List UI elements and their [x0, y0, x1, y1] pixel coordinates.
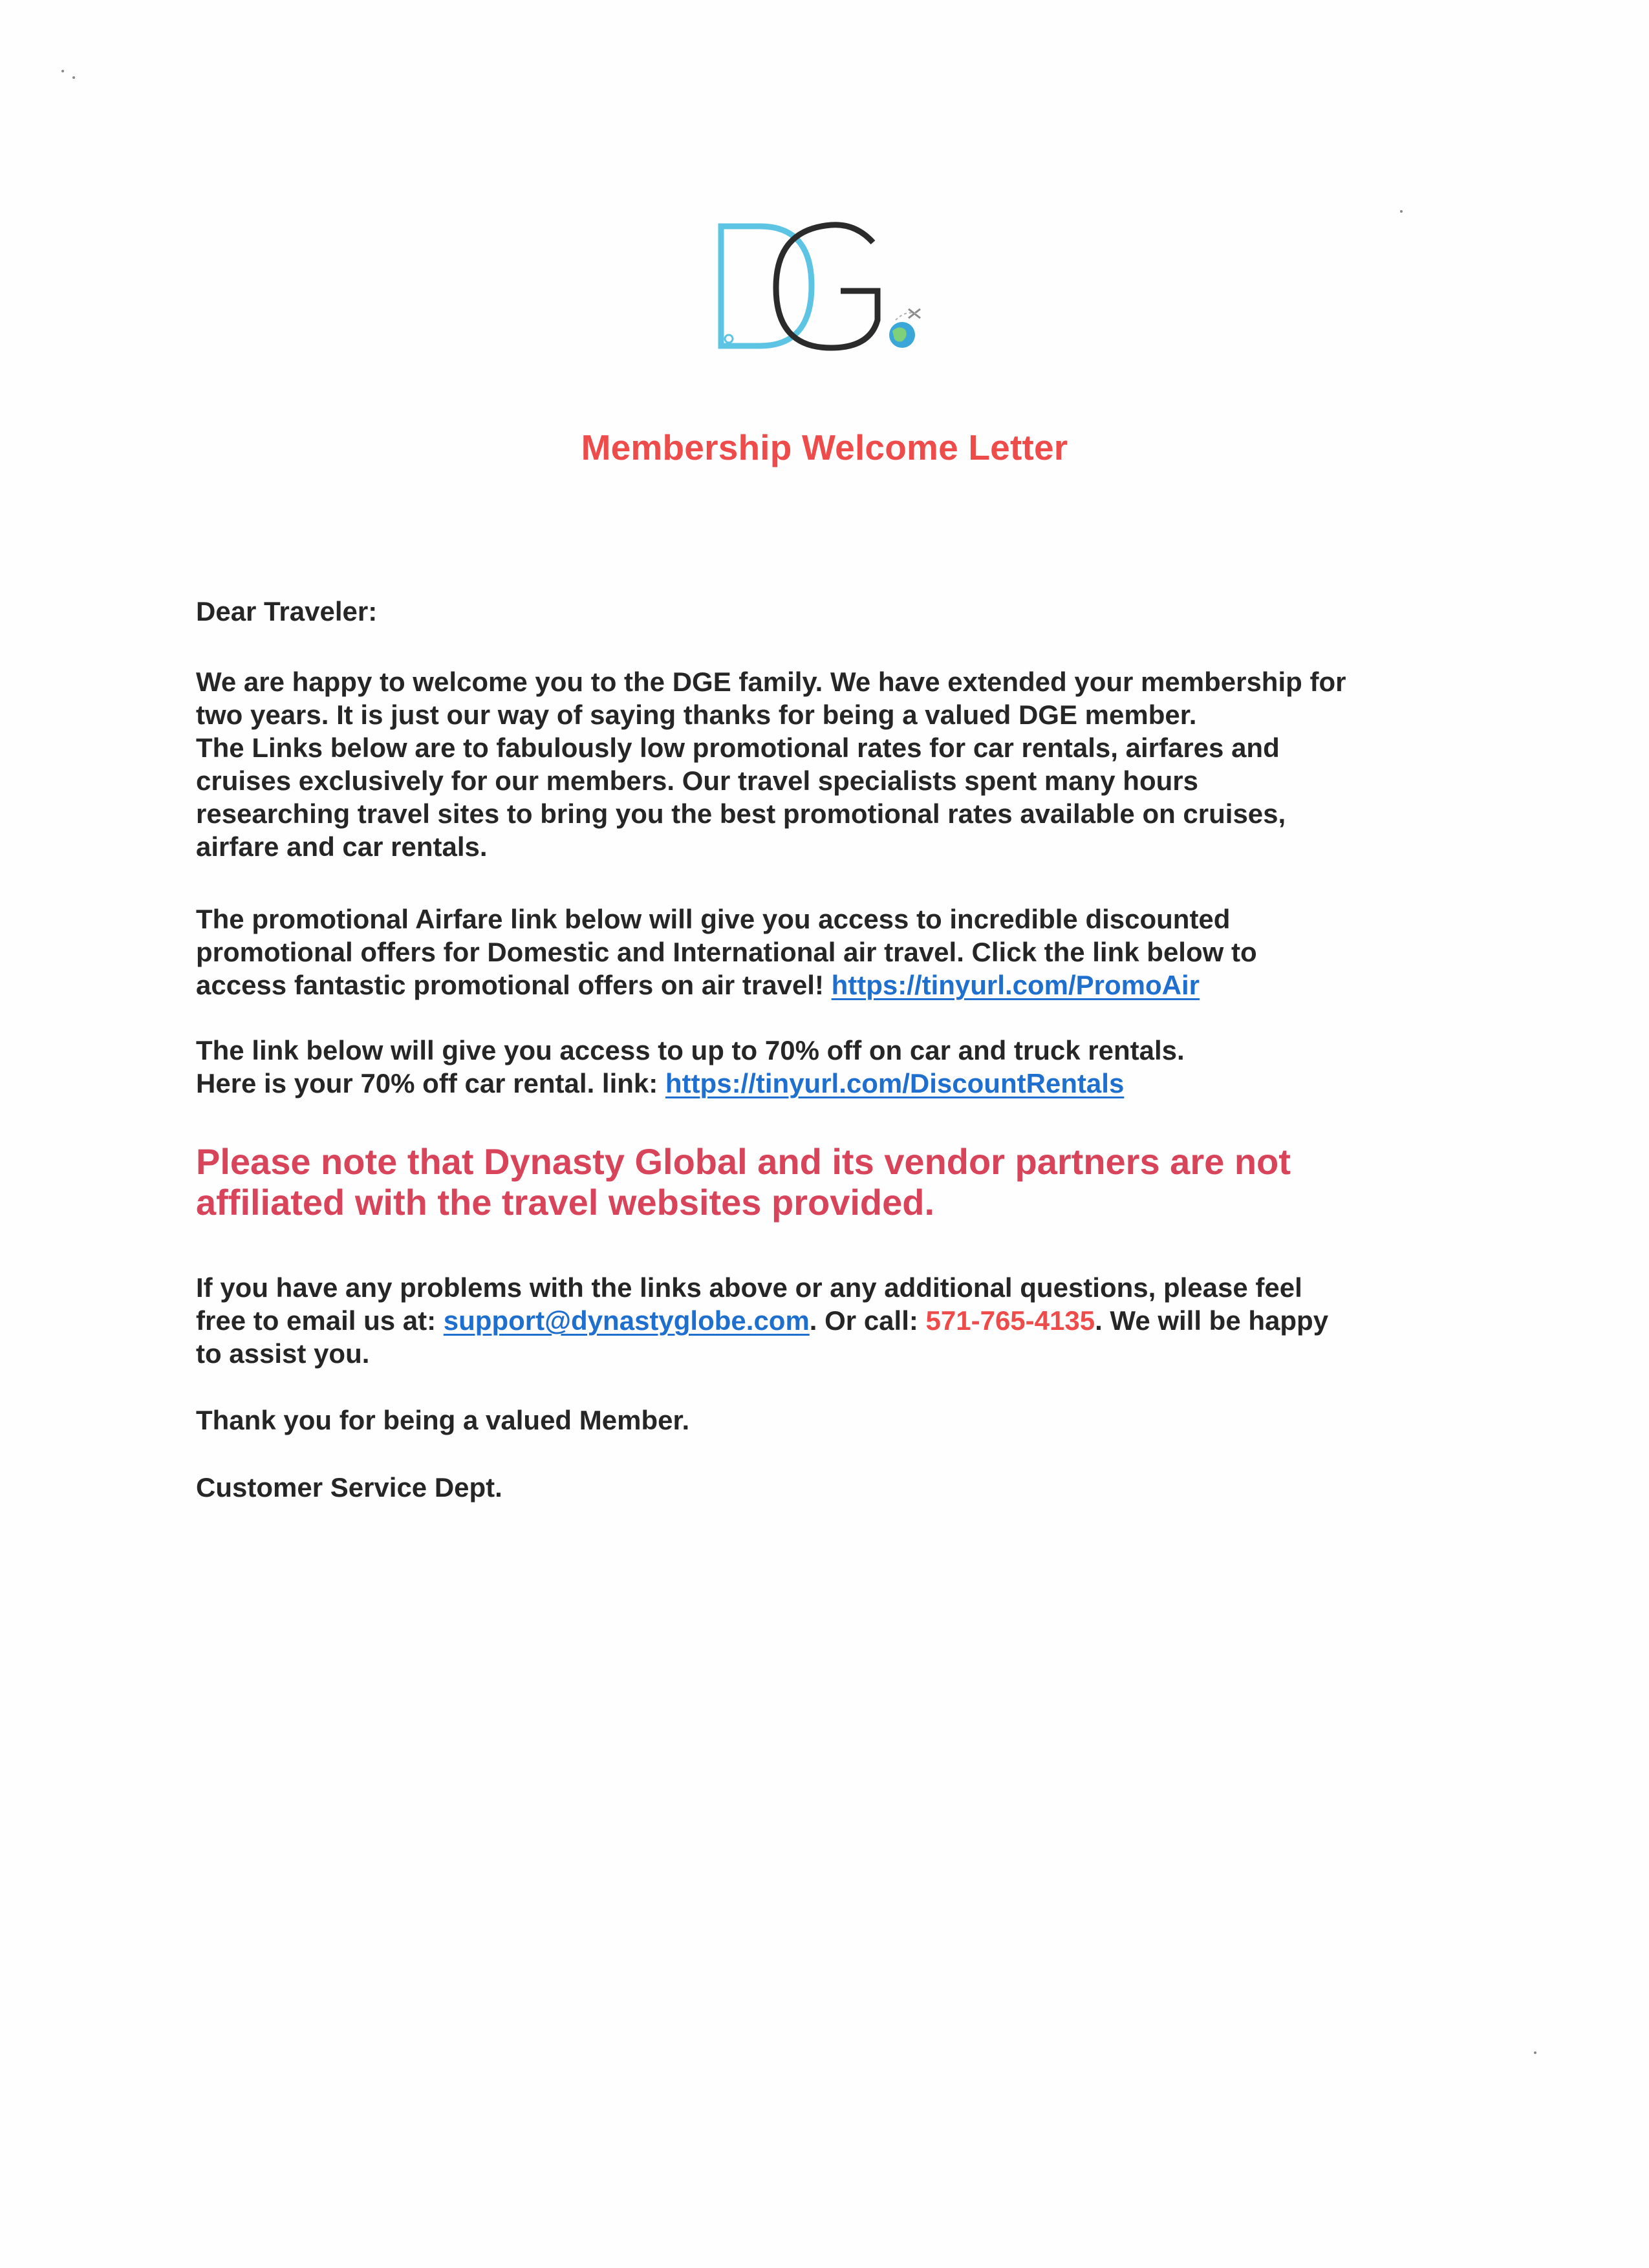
dg-logo	[715, 213, 934, 362]
scan-speck	[61, 70, 64, 72]
paragraph-line: researching travel sites to bring you the best promotional rates available on cruises,	[196, 798, 1286, 829]
paragraph-line: promotional offers for Domestic and International air travel. Click the link below to	[196, 937, 1257, 967]
paragraph-line: The Links below are to fabulously low promotional rates for car rentals, airfares and	[196, 733, 1280, 763]
paragraph-line: to assist you.	[196, 1338, 370, 1369]
paragraph-line: two years. It is just our way of saying thanks for being a valued DGE member.	[196, 700, 1197, 730]
paragraph-line: If you have any problems with the links above or any additional questions, please feel	[196, 1272, 1302, 1303]
car-rental-paragraph	[196, 1034, 1489, 1100]
paragraph-line: The link below will give you access to up to 70% off on car and truck rentals.	[196, 1035, 1185, 1065]
paragraph-line: The promotional Airfare link below will give you access to incredible discounted	[196, 904, 1231, 934]
letter-title: Membership Welcome Letter	[581, 427, 1068, 467]
car-rental-lead-text: Here is your 70% off car rental. link:	[196, 1068, 665, 1098]
notice-line: affiliated with the travel websites provided.	[196, 1182, 935, 1223]
support-email-link[interactable]: support@dynastyglobe.com	[443, 1305, 810, 1336]
phone-number: 571-765-4135	[925, 1305, 1095, 1336]
scan-speck	[1534, 2051, 1536, 2054]
paragraph-line: We are happy to welcome you to the DGE family. We have extended your membership for	[196, 667, 1346, 697]
welcome-paragraph	[196, 665, 1489, 863]
promo-air-link[interactable]: https://tinyurl.com/PromoAir	[831, 970, 1200, 1000]
paragraph-line	[196, 1067, 1489, 1100]
scan-speck	[72, 76, 75, 79]
email-lead-text: free to email us at:	[196, 1305, 444, 1336]
paragraph-line	[196, 1304, 1489, 1337]
salutation: Dear Traveler:	[196, 596, 378, 626]
airfare-paragraph	[196, 903, 1489, 1001]
call-lead-text: . Or call:	[809, 1305, 926, 1336]
affiliation-notice	[196, 1141, 1489, 1223]
paragraph-line: cruises exclusively for our members. Our travel specialists spent many hours	[196, 765, 1198, 796]
paragraph-line	[196, 968, 1489, 1001]
thank-you-line: Thank you for being a valued Member.	[196, 1405, 690, 1435]
happy-text: . We will be happy	[1095, 1305, 1329, 1336]
paragraph-line: airfare and car rentals.	[196, 831, 488, 862]
signoff: Customer Service Dept.	[196, 1472, 502, 1503]
notice-line: Please note that Dynasty Global and its vendor partners are not	[196, 1141, 1291, 1182]
scan-speck	[1400, 210, 1403, 213]
discount-rentals-link[interactable]: https://tinyurl.com/DiscountRentals	[665, 1068, 1125, 1098]
contact-paragraph	[196, 1271, 1489, 1370]
airfare-lead-text: access fantastic promotional offers on air travel!	[196, 970, 832, 1000]
